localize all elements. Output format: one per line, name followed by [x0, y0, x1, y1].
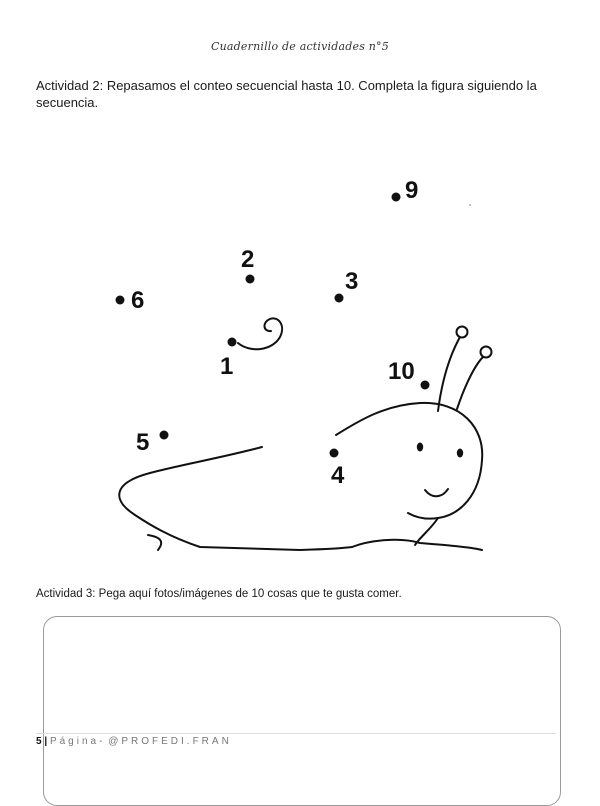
dot-9-label: 9: [405, 177, 419, 204]
activity-2-instructions: Actividad 2: Repasamos el conteo secuencial hasta 10. Completa la figura siguiendo la secuencia.: [36, 78, 537, 110]
dot-1-label: 1: [220, 353, 234, 380]
dot-9: [392, 193, 401, 202]
footer-separator: |: [44, 736, 48, 747]
dot-to-dot-snail-figure: [0, 165, 600, 565]
author-handle: @PROFEDI.FRAN: [108, 736, 232, 747]
dot-6-label: 6: [131, 287, 145, 314]
dot-2: [246, 275, 255, 284]
stray-speck: [469, 204, 471, 206]
snail-antenna-left: [438, 337, 460, 411]
dot-4-label: 4: [331, 462, 345, 489]
antenna-tip-right: [481, 347, 492, 358]
snail-base-line: [148, 535, 482, 550]
page-word: Página-: [49, 736, 106, 747]
antenna-tip-left: [457, 327, 468, 338]
dot-5-label: 5: [136, 429, 150, 456]
snail-eye-left: [417, 443, 423, 452]
dot-10: [421, 381, 430, 390]
snail-eye-right: [457, 449, 463, 458]
snail-smile: [425, 489, 448, 496]
dot-10-label: 10: [388, 358, 415, 385]
dot-3-label: 3: [345, 268, 359, 295]
snail-outline: [119, 318, 483, 550]
page-number: 5: [36, 736, 42, 747]
snail-body-outline: [119, 447, 352, 550]
page-footer: [36, 736, 566, 747]
activity-3-instructions: Actividad 3: Pega aquí fotos/imágenes de 10 cosas que te gusta comer.: [36, 588, 402, 600]
dot-6: [116, 296, 125, 305]
dot-3: [335, 294, 344, 303]
paste-images-area[interactable]: [43, 616, 561, 806]
dot-2-label: 2: [241, 246, 255, 273]
snail-chin-curve: [415, 518, 438, 545]
dot-1: [228, 338, 237, 347]
snail-head-outline: [336, 403, 482, 519]
snail-swirl: [238, 318, 282, 349]
dot-4: [330, 449, 339, 458]
booklet-header: Cuadernillo de actividades n°5: [211, 40, 389, 53]
footer-divider: [36, 733, 556, 734]
dot-5: [160, 431, 169, 440]
snail-antenna-right: [457, 357, 483, 409]
